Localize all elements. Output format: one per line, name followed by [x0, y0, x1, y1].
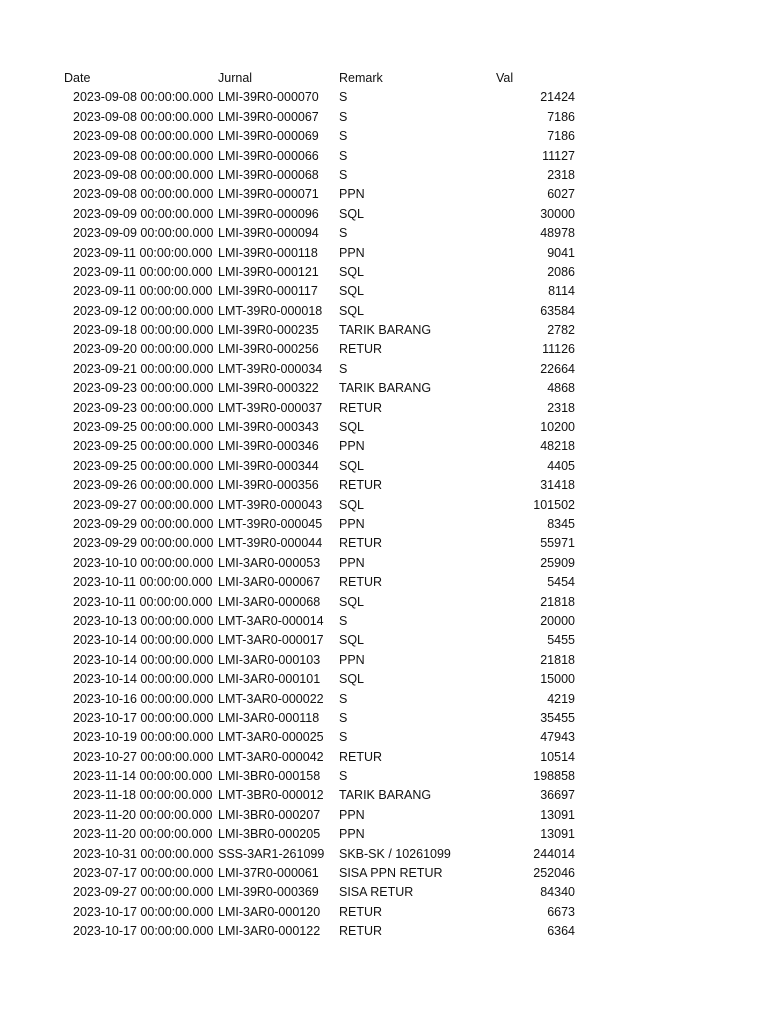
date-cell: 2023-09-21 00:00:00.000 — [73, 361, 214, 376]
table-row — [0, 554, 768, 573]
date-cell: 2023-10-11 00:00:00.000 — [73, 594, 213, 609]
val-cell: 4405 — [547, 458, 575, 473]
header-val: Val — [496, 71, 514, 85]
remark-cell: S — [339, 769, 348, 784]
val-cell: 8345 — [547, 516, 575, 531]
date-cell: 2023-10-14 00:00:00.000 — [73, 672, 214, 687]
table-row — [0, 302, 768, 321]
remark-cell: TARIK BARANG — [339, 788, 432, 803]
table-row — [0, 321, 768, 340]
jurnal-cell: LMI-39R0-000343 — [218, 420, 319, 435]
remark-cell: S — [339, 226, 348, 241]
jurnal-cell: LMI-39R0-000346 — [218, 439, 319, 454]
remark-cell: S — [339, 613, 348, 628]
val-cell: 11126 — [542, 342, 575, 357]
remark-cell: PPN — [339, 187, 365, 202]
jurnal-cell: LMI-3BR0-000158 — [218, 769, 321, 784]
table-row — [0, 806, 768, 825]
jurnal-cell: LMI-3AR0-000120 — [218, 904, 321, 919]
table-body — [0, 88, 768, 941]
table-row — [0, 476, 768, 495]
table-row — [0, 690, 768, 709]
val-cell: 7186 — [547, 109, 575, 124]
table-row — [0, 670, 768, 689]
val-cell: 2318 — [547, 400, 575, 415]
date-cell: 2023-09-11 00:00:00.000 — [73, 245, 213, 260]
val-cell: 13091 — [540, 807, 575, 822]
table-row — [0, 845, 768, 864]
val-cell: 25909 — [540, 555, 575, 570]
header-jurnal: Jurnal — [218, 71, 253, 85]
header-date: Date — [64, 71, 91, 85]
val-cell: 244014 — [533, 846, 575, 861]
remark-cell: RETUR — [339, 904, 383, 919]
jurnal-cell: LMI-39R0-000344 — [218, 458, 319, 473]
val-cell: 84340 — [540, 885, 575, 900]
table-row — [0, 205, 768, 224]
table-row — [0, 534, 768, 553]
date-cell: 2023-09-11 00:00:00.000 — [73, 284, 213, 299]
val-cell: 5454 — [547, 575, 575, 590]
val-cell: 8114 — [548, 284, 575, 299]
table-row — [0, 728, 768, 747]
table-row — [0, 515, 768, 534]
table-row — [0, 631, 768, 650]
date-cell: 2023-09-26 00:00:00.000 — [73, 478, 214, 493]
date-cell: 2023-09-11 00:00:00.000 — [73, 264, 213, 279]
val-cell: 13091 — [540, 827, 575, 842]
date-cell: 2023-10-14 00:00:00.000 — [73, 633, 214, 648]
jurnal-cell: LMI-3AR0-000103 — [218, 652, 321, 667]
remark-cell: PPN — [339, 439, 365, 454]
jurnal-cell: LMT-39R0-000045 — [218, 516, 323, 531]
date-cell: 2023-10-17 00:00:00.000 — [73, 904, 214, 919]
val-cell: 63584 — [540, 303, 575, 318]
jurnal-cell: LMI-39R0-000256 — [218, 342, 319, 357]
val-cell: 21818 — [540, 594, 575, 609]
val-cell: 10200 — [540, 420, 575, 435]
val-cell: 2318 — [547, 167, 575, 182]
date-cell: 2023-09-23 00:00:00.000 — [73, 381, 214, 396]
jurnal-cell: LMT-3BR0-000012 — [218, 788, 324, 803]
jurnal-cell: LMI-39R0-000096 — [218, 206, 319, 221]
val-cell: 6673 — [547, 904, 575, 919]
table-row — [0, 147, 768, 166]
remark-cell: SISA RETUR — [339, 885, 414, 900]
date-cell: 2023-09-08 00:00:00.000 — [73, 187, 214, 202]
jurnal-cell: LMI-39R0-000066 — [218, 148, 319, 163]
jurnal-cell: LMT-39R0-000043 — [218, 497, 323, 512]
date-cell: 2023-10-19 00:00:00.000 — [73, 730, 214, 745]
table-row — [0, 573, 768, 592]
date-cell: 2023-11-20 00:00:00.000 — [73, 807, 213, 822]
jurnal-cell: LMT-3AR0-000025 — [218, 730, 324, 745]
val-cell: 48218 — [540, 439, 575, 454]
remark-cell: S — [339, 90, 348, 105]
remark-cell: SQL — [339, 594, 365, 609]
remark-cell: RETUR — [339, 478, 383, 493]
table-row — [0, 903, 768, 922]
remark-cell: S — [339, 167, 348, 182]
val-cell: 20000 — [540, 613, 575, 628]
jurnal-cell: LMI-39R0-000068 — [218, 167, 319, 182]
table-row — [0, 282, 768, 301]
date-cell: 2023-10-13 00:00:00.000 — [73, 613, 214, 628]
date-cell: 2023-09-27 00:00:00.000 — [73, 497, 214, 512]
remark-cell: RETUR — [339, 575, 383, 590]
jurnal-cell: LMI-39R0-000235 — [218, 323, 319, 338]
table-row — [0, 786, 768, 805]
table-row — [0, 379, 768, 398]
date-cell: 2023-10-16 00:00:00.000 — [73, 691, 214, 706]
remark-cell: S — [339, 691, 348, 706]
jurnal-cell: LMT-39R0-000018 — [218, 303, 323, 318]
table-row — [0, 340, 768, 359]
date-cell: 2023-10-31 00:00:00.000 — [73, 846, 214, 861]
remark-cell: RETUR — [339, 924, 383, 939]
val-cell: 2086 — [547, 264, 575, 279]
date-cell: 2023-09-08 00:00:00.000 — [73, 129, 214, 144]
val-cell: 6027 — [547, 187, 575, 202]
val-cell: 5455 — [547, 633, 575, 648]
table-row — [0, 496, 768, 515]
jurnal-cell: LMI-39R0-000118 — [218, 245, 318, 260]
val-cell: 30000 — [540, 206, 575, 221]
table-row — [0, 922, 768, 941]
remark-cell: PPN — [339, 245, 365, 260]
remark-cell: RETUR — [339, 342, 383, 357]
jurnal-cell: LMT-3AR0-000017 — [218, 633, 324, 648]
val-cell: 47943 — [540, 730, 575, 745]
jurnal-cell: LMT-39R0-000044 — [218, 536, 323, 551]
val-cell: 55971 — [540, 536, 575, 551]
jurnal-cell: SSS-3AR1-261099 — [218, 846, 325, 861]
jurnal-cell: LMI-37R0-000061 — [218, 866, 319, 881]
table-row — [0, 185, 768, 204]
spreadsheet — [0, 69, 768, 942]
header-remark: Remark — [339, 71, 383, 85]
val-cell: 36697 — [540, 788, 575, 803]
remark-cell: SQL — [339, 206, 365, 221]
jurnal-cell: LMT-3AR0-000014 — [218, 613, 324, 628]
table-row — [0, 88, 768, 107]
date-cell: 2023-09-25 00:00:00.000 — [73, 439, 214, 454]
jurnal-cell: LMI-39R0-000121 — [218, 264, 319, 279]
jurnal-cell: LMI-39R0-000322 — [218, 381, 319, 396]
date-cell: 2023-09-18 00:00:00.000 — [73, 323, 214, 338]
val-cell: 11127 — [542, 148, 575, 163]
remark-cell: SQL — [339, 303, 365, 318]
val-cell: 252046 — [533, 866, 575, 881]
jurnal-cell: LMT-3AR0-000042 — [218, 749, 324, 764]
remark-cell: SQL — [339, 284, 365, 299]
date-cell: 2023-09-09 00:00:00.000 — [73, 206, 214, 221]
jurnal-cell: LMT-39R0-000034 — [218, 361, 323, 376]
date-cell: 2023-10-17 00:00:00.000 — [73, 710, 214, 725]
val-cell: 10514 — [540, 749, 575, 764]
val-cell: 15000 — [540, 672, 575, 687]
date-cell: 2023-09-29 00:00:00.000 — [73, 516, 214, 531]
remark-cell: SQL — [339, 458, 365, 473]
val-cell: 21818 — [540, 652, 575, 667]
table-row — [0, 166, 768, 185]
date-cell: 2023-09-08 00:00:00.000 — [73, 109, 214, 124]
val-cell: 7186 — [547, 129, 575, 144]
remark-cell: PPN — [339, 555, 365, 570]
remark-cell: S — [339, 148, 348, 163]
val-cell: 6364 — [547, 924, 575, 939]
table-row — [0, 593, 768, 612]
jurnal-cell: LMI-39R0-000070 — [218, 90, 319, 105]
val-cell: 4219 — [547, 691, 575, 706]
table-row — [0, 864, 768, 883]
remark-cell: TARIK BARANG — [339, 381, 432, 396]
table-row — [0, 767, 768, 786]
val-cell: 2782 — [547, 323, 575, 338]
table-row — [0, 883, 768, 902]
val-cell: 4868 — [547, 381, 575, 396]
remark-cell: SQL — [339, 633, 365, 648]
date-cell: 2023-09-08 00:00:00.000 — [73, 90, 214, 105]
date-cell: 2023-09-25 00:00:00.000 — [73, 458, 214, 473]
header-row — [0, 69, 768, 88]
jurnal-cell: LMT-3AR0-000022 — [218, 691, 324, 706]
jurnal-cell: LMI-3BR0-000205 — [218, 827, 321, 842]
val-cell: 31418 — [540, 478, 575, 493]
date-cell: 2023-10-10 00:00:00.000 — [73, 555, 214, 570]
date-cell: 2023-09-08 00:00:00.000 — [73, 148, 214, 163]
remark-cell: SISA PPN RETUR — [339, 866, 443, 881]
val-cell: 35455 — [540, 710, 575, 725]
date-cell: 2023-09-09 00:00:00.000 — [73, 226, 214, 241]
remark-cell: S — [339, 730, 348, 745]
remark-cell: SQL — [339, 264, 365, 279]
table-row — [0, 127, 768, 146]
jurnal-cell: LMI-3AR0-000053 — [218, 555, 321, 570]
table-row — [0, 360, 768, 379]
remark-cell: S — [339, 109, 348, 124]
table-row — [0, 457, 768, 476]
date-cell: 2023-07-17 00:00:00.000 — [73, 866, 214, 881]
table-row — [0, 709, 768, 728]
jurnal-cell: LMI-39R0-000117 — [218, 284, 318, 299]
jurnal-cell: LMT-39R0-000037 — [218, 400, 323, 415]
jurnal-cell: LMI-39R0-000356 — [218, 478, 319, 493]
table-row — [0, 651, 768, 670]
jurnal-cell: LMI-3AR0-000122 — [218, 924, 321, 939]
remark-cell: SQL — [339, 672, 365, 687]
table-row — [0, 825, 768, 844]
jurnal-cell: LMI-3BR0-000207 — [218, 807, 321, 822]
jurnal-cell: LMI-3AR0-000067 — [218, 575, 321, 590]
remark-cell: PPN — [339, 827, 365, 842]
jurnal-cell: LMI-3AR0-000101 — [218, 672, 321, 687]
remark-cell: PPN — [339, 516, 365, 531]
jurnal-cell: LMI-39R0-000094 — [218, 226, 319, 241]
date-cell: 2023-09-12 00:00:00.000 — [73, 303, 214, 318]
remark-cell: SQL — [339, 420, 365, 435]
date-cell: 2023-09-23 00:00:00.000 — [73, 400, 214, 415]
date-cell: 2023-10-27 00:00:00.000 — [73, 749, 214, 764]
table-row — [0, 418, 768, 437]
remark-cell: SKB-SK / 10261099 — [339, 846, 451, 861]
remark-cell: RETUR — [339, 536, 383, 551]
remark-cell: RETUR — [339, 749, 383, 764]
date-cell: 2023-09-20 00:00:00.000 — [73, 342, 214, 357]
table-row — [0, 263, 768, 282]
date-cell: 2023-11-18 00:00:00.000 — [73, 788, 213, 803]
date-cell: 2023-09-08 00:00:00.000 — [73, 167, 214, 182]
remark-cell: PPN — [339, 807, 365, 822]
table-row — [0, 108, 768, 127]
date-cell: 2023-09-27 00:00:00.000 — [73, 885, 214, 900]
date-cell: 2023-11-20 00:00:00.000 — [73, 827, 213, 842]
remark-cell: S — [339, 361, 348, 376]
jurnal-cell: LMI-3AR0-000118 — [218, 710, 320, 725]
date-cell: 2023-11-14 00:00:00.000 — [73, 769, 213, 784]
val-cell: 48978 — [540, 226, 575, 241]
table-row — [0, 224, 768, 243]
remark-cell: PPN — [339, 652, 365, 667]
table-row — [0, 612, 768, 631]
date-cell: 2023-10-11 00:00:00.000 — [73, 575, 213, 590]
date-cell: 2023-09-25 00:00:00.000 — [73, 420, 214, 435]
jurnal-cell: LMI-39R0-000369 — [218, 885, 319, 900]
jurnal-cell: LMI-39R0-000067 — [218, 109, 319, 124]
date-cell: 2023-09-29 00:00:00.000 — [73, 536, 214, 551]
val-cell: 198858 — [533, 769, 575, 784]
val-cell: 21424 — [540, 90, 575, 105]
table-row — [0, 437, 768, 456]
jurnal-cell: LMI-39R0-000069 — [218, 129, 319, 144]
remark-cell: S — [339, 710, 348, 725]
table-row — [0, 399, 768, 418]
jurnal-cell: LMI-3AR0-000068 — [218, 594, 321, 609]
remark-cell: SQL — [339, 497, 365, 512]
val-cell: 9041 — [547, 245, 575, 260]
val-cell: 101502 — [533, 497, 575, 512]
val-cell: 22664 — [540, 361, 575, 376]
jurnal-cell: LMI-39R0-000071 — [218, 187, 319, 202]
table-row — [0, 244, 768, 263]
remark-cell: S — [339, 129, 348, 144]
date-cell: 2023-10-14 00:00:00.000 — [73, 652, 214, 667]
date-cell: 2023-10-17 00:00:00.000 — [73, 924, 214, 939]
table-row — [0, 748, 768, 767]
remark-cell: TARIK BARANG — [339, 323, 432, 338]
remark-cell: RETUR — [339, 400, 383, 415]
